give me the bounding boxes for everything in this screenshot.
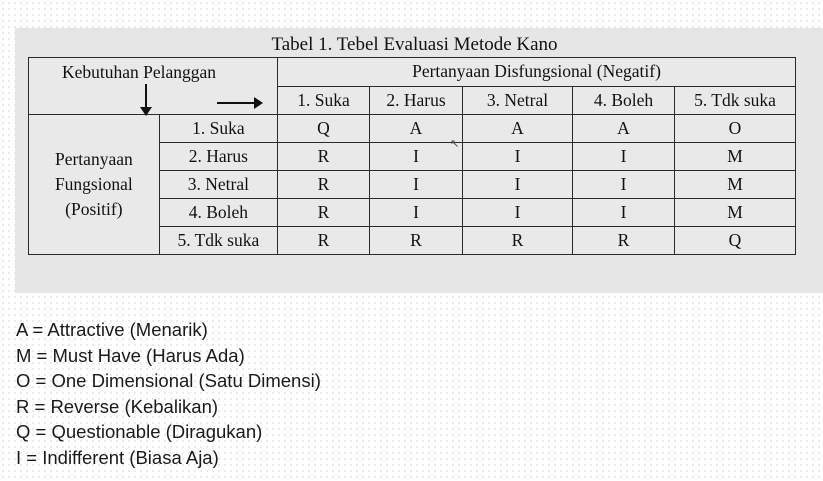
table-title: Tabel 1. Tebel Evaluasi Metode Kano [271, 34, 558, 55]
table-cell: A [573, 115, 675, 143]
row-group-line: Pertanyaan [54, 149, 133, 169]
table-cell: R [573, 227, 675, 255]
legend-item: A = Attractive (Menarik) [16, 319, 208, 340]
table-cell: A [463, 115, 573, 143]
table-cell: R [278, 171, 370, 199]
table-cell: I [463, 143, 573, 171]
column-header: 3. Netral [463, 86, 573, 115]
column-header: 2. Harus [370, 86, 463, 115]
table-cell: R [278, 143, 370, 171]
row-header: 5. Tdk suka [159, 227, 277, 255]
column-group-header: Pertanyaan Disfungsional (Negatif) [278, 58, 796, 87]
legend-item: Q = Questionable (Diragukan) [16, 421, 263, 442]
table-cell: I [370, 143, 463, 171]
table-cell: I [370, 171, 463, 199]
row-group-line: (Positif) [65, 199, 123, 219]
table-cell: O [675, 115, 796, 143]
table-cell: M [675, 143, 796, 171]
table-cell: I [370, 199, 463, 227]
legend [16, 317, 321, 470]
legend-item: I = Indifferent (Biasa Aja) [16, 446, 219, 468]
table-cell: I [573, 143, 675, 171]
table-cell: M [675, 171, 796, 199]
legend-item: O = One Dimensional (Satu Dimensi) [16, 370, 321, 391]
table-cell: I [463, 171, 573, 199]
corner-label: Kebutuhan Pelanggan [62, 62, 217, 82]
table-cell: Q [278, 115, 370, 143]
row-group-header [29, 115, 160, 255]
row-header: 1. Suka [159, 115, 277, 143]
row-group-line: Fungsional [54, 174, 133, 194]
table-cell: M [675, 199, 796, 227]
row-header: 3. Netral [159, 171, 277, 199]
mouse-cursor-icon: ↖ [450, 137, 460, 150]
table-cell: R [463, 227, 573, 255]
legend-item: M = Must Have (Harus Ada) [16, 344, 245, 366]
kano-evaluation-table [28, 57, 796, 255]
column-header: 4. Boleh [573, 86, 675, 115]
arrow-right-icon [217, 102, 257, 104]
table-cell: I [573, 199, 675, 227]
row-header: 4. Boleh [159, 199, 277, 227]
table-cell: Q [675, 227, 796, 255]
legend-item: R = Reverse (Kebalikan) [16, 395, 219, 417]
table-cell: R [278, 227, 370, 255]
column-header: 5. Tdk suka [675, 86, 796, 115]
row-header: 2. Harus [159, 143, 277, 171]
column-header: 1. Suka [278, 86, 370, 115]
table-cell: R [370, 227, 463, 255]
table-cell: I [463, 199, 573, 227]
table-cell: A [370, 115, 463, 143]
table-cell: R [278, 199, 370, 227]
table-corner-header [29, 58, 278, 115]
table-cell: I [573, 171, 675, 199]
arrow-down-icon [145, 84, 147, 112]
